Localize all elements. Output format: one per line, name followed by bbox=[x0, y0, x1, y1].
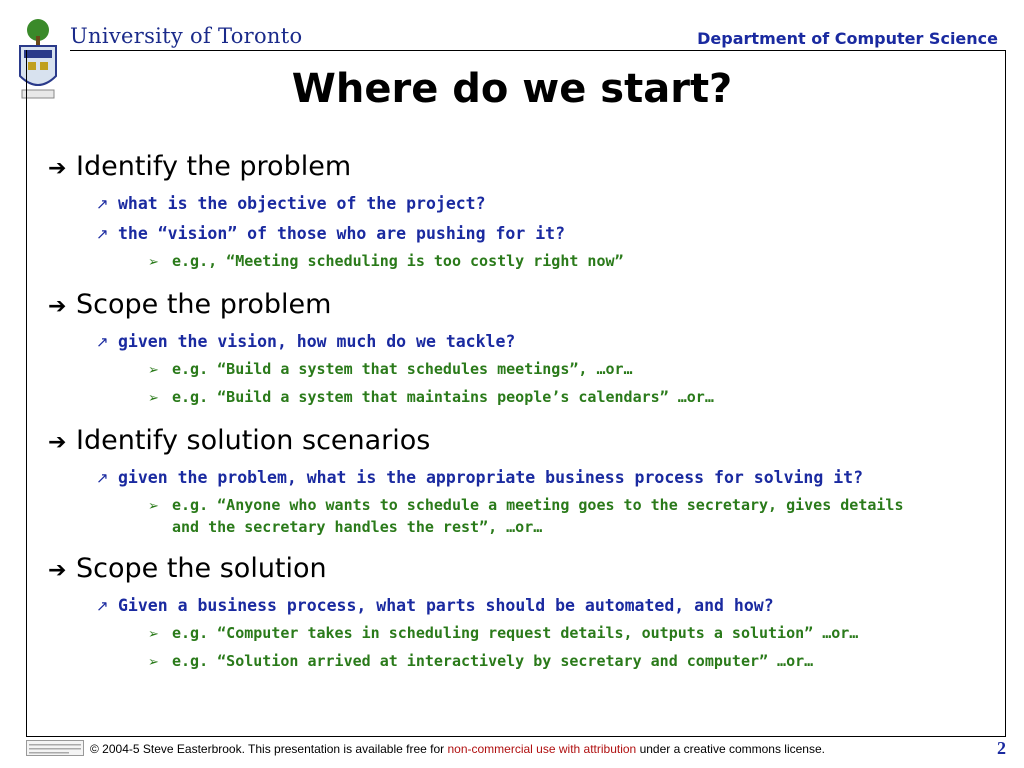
example-text: e.g., “Meeting scheduling is too costly right now” bbox=[172, 252, 624, 270]
arrow-bullet-icon: ➔ bbox=[48, 558, 67, 583]
triangle-arrow-bullet-icon: ➢ bbox=[148, 499, 159, 514]
university-name: University of Toronto bbox=[70, 24, 303, 48]
copyright-text: © 2004-5 Steve Easterbrook. This presentation is available free for bbox=[90, 742, 448, 756]
example-item bbox=[148, 494, 998, 538]
bottom-rule bbox=[26, 736, 1006, 737]
point-text: given the vision, how much do we tackle? bbox=[118, 332, 516, 351]
department-name: Department of Computer Science bbox=[697, 29, 998, 48]
triangle-arrow-bullet-icon: ➢ bbox=[148, 255, 159, 270]
section-heading bbox=[48, 150, 998, 186]
creative-commons-badge bbox=[26, 740, 84, 756]
triangle-arrow-bullet-icon: ➢ bbox=[148, 655, 159, 670]
section-heading bbox=[48, 288, 998, 324]
section-heading-text: Scope the solution bbox=[76, 553, 327, 584]
footer-notice bbox=[90, 742, 825, 756]
example-text: e.g. “Computer takes in scheduling request details, outputs a solution” …or… bbox=[172, 624, 859, 642]
point-item bbox=[96, 330, 998, 354]
example-text: e.g. “Build a system that maintains people’s calendars” …or… bbox=[172, 388, 714, 406]
diagonal-arrow-bullet-icon: ↗ bbox=[96, 225, 109, 243]
point-text: what is the objective of the project? bbox=[118, 194, 486, 213]
triangle-arrow-bullet-icon: ➢ bbox=[148, 391, 159, 406]
diagonal-arrow-bullet-icon: ↗ bbox=[96, 195, 109, 213]
example-text: e.g. “Anyone who wants to schedule a meeting goes to the secretary, gives details and the secretary handles the rest”, …or… bbox=[172, 496, 904, 536]
point-text: the “vision” of those who are pushing for it? bbox=[118, 224, 566, 243]
diagonal-arrow-bullet-icon: ↗ bbox=[96, 597, 109, 615]
example-text: e.g. “Build a system that schedules meetings”, …or… bbox=[172, 360, 633, 378]
slide-content bbox=[48, 150, 998, 674]
example-text: e.g. “Solution arrived at interactively by secretary and computer” …or… bbox=[172, 652, 814, 670]
example-item bbox=[148, 650, 998, 674]
example-item bbox=[148, 358, 998, 382]
point-text: Given a business process, what parts should be automated, and how? bbox=[118, 596, 774, 615]
point-item bbox=[96, 222, 998, 246]
point-item bbox=[96, 594, 998, 618]
example-item bbox=[148, 622, 998, 646]
arrow-bullet-icon: ➔ bbox=[48, 430, 67, 455]
section-heading bbox=[48, 552, 998, 588]
arrow-bullet-icon: ➔ bbox=[48, 294, 67, 319]
license-suffix: under a creative commons license. bbox=[636, 742, 825, 756]
diagonal-arrow-bullet-icon: ↗ bbox=[96, 469, 109, 487]
slide-title: Where do we start? bbox=[291, 66, 733, 112]
point-text: given the problem, what is the appropriate business process for solving it? bbox=[118, 468, 864, 487]
point-item bbox=[96, 192, 998, 216]
section-heading-text: Scope the problem bbox=[76, 289, 332, 320]
example-item bbox=[148, 386, 998, 410]
page-number: 2 bbox=[997, 738, 1006, 758]
point-item bbox=[96, 466, 998, 490]
section-heading-text: Identify solution scenarios bbox=[76, 425, 431, 456]
triangle-arrow-bullet-icon: ➢ bbox=[148, 363, 159, 378]
section-heading-text: Identify the problem bbox=[76, 151, 352, 182]
triangle-arrow-bullet-icon: ➢ bbox=[148, 627, 159, 642]
example-item bbox=[148, 250, 998, 274]
license-link[interactable]: non-commercial use with attribution bbox=[447, 742, 637, 756]
diagonal-arrow-bullet-icon: ↗ bbox=[96, 333, 109, 351]
arrow-bullet-icon: ➔ bbox=[48, 156, 67, 181]
section-heading bbox=[48, 424, 998, 460]
